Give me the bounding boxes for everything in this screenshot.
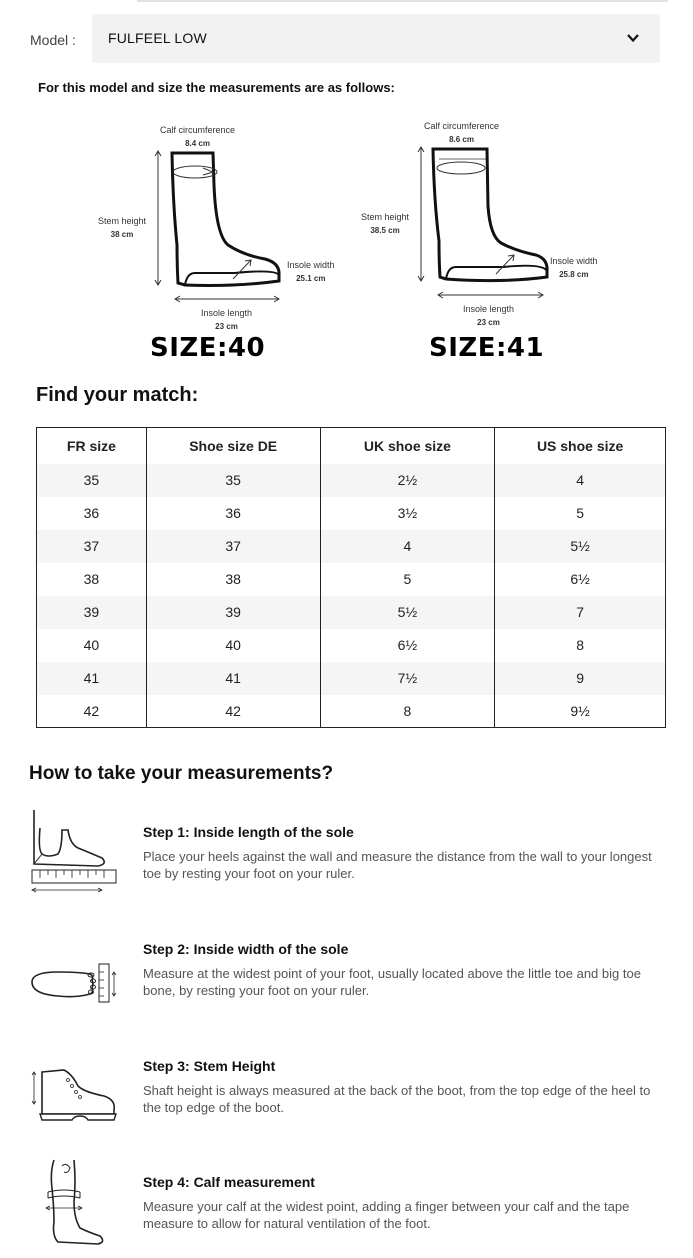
step-4-text: Measure your calf at the widest point, adding a finger between your calf and the tape measure to allow for natural ventilation of the foot. xyxy=(143,1199,630,1231)
table-header-row xyxy=(37,428,666,464)
column-header: Shoe size DE xyxy=(146,428,320,464)
step-2 xyxy=(0,925,693,1025)
boot-height-icon xyxy=(28,1054,120,1144)
foot-ruler-icon xyxy=(28,808,120,898)
model-select-value: FULFEEL LOW xyxy=(108,30,207,46)
top-divider xyxy=(137,0,668,2)
calf-circumference-label: Calf circumference 8.4 cm xyxy=(160,125,236,148)
table-row xyxy=(37,629,666,662)
table-cell: 40 xyxy=(37,629,147,662)
model-label: Model : xyxy=(30,32,76,48)
insole-length-label: Insole length 23 cm xyxy=(463,304,515,327)
column-header: UK shoe size xyxy=(320,428,495,464)
table-cell: 9 xyxy=(495,662,666,695)
step-1-title: Step 1: Inside length of the sole xyxy=(143,824,354,840)
table-cell: 5½ xyxy=(320,596,495,629)
table-cell: 36 xyxy=(37,497,147,530)
table-cell: 41 xyxy=(146,662,320,695)
table-cell: 35 xyxy=(37,464,147,497)
calf-circumference-label: Calf circumference 8.6 cm xyxy=(424,121,500,144)
table-cell: 7 xyxy=(495,596,666,629)
table-cell: 4 xyxy=(495,464,666,497)
table-cell: 42 xyxy=(37,695,147,728)
table-cell: 6½ xyxy=(320,629,495,662)
table-cell: 38 xyxy=(37,563,147,596)
stem-height-label: Stem height 38.5 cm xyxy=(361,212,410,235)
step-2-title: Step 2: Inside width of the sole xyxy=(143,941,349,957)
size-40-label: SIZE:40 xyxy=(150,333,266,363)
table-cell: 7½ xyxy=(320,662,495,695)
step-2-text: Measure at the widest point of your foot, usually located above the little toe and big toe bone, by resting your foot on your ruler. xyxy=(143,966,641,998)
table-cell: 39 xyxy=(146,596,320,629)
table-cell: 5 xyxy=(320,563,495,596)
size-41-label: SIZE:41 xyxy=(429,333,545,363)
insole-width-label: Insole width 25.8 cm xyxy=(550,256,598,279)
table-row xyxy=(37,662,666,695)
boot-figure-size-40 xyxy=(95,115,355,370)
table-row xyxy=(37,530,666,563)
table-cell: 38 xyxy=(146,563,320,596)
step-3-title: Step 3: Stem Height xyxy=(143,1058,276,1074)
table-cell: 8 xyxy=(320,695,495,728)
table-cell: 8 xyxy=(495,629,666,662)
table-cell: 41 xyxy=(37,662,147,695)
table-cell: 3½ xyxy=(320,497,495,530)
table-cell: 42 xyxy=(146,695,320,728)
model-select[interactable] xyxy=(92,14,660,63)
stem-height-label: Stem height 38 cm xyxy=(98,216,147,239)
table-row xyxy=(37,596,666,629)
table-cell: 2½ xyxy=(320,464,495,497)
table-row xyxy=(37,563,666,596)
model-selector-row xyxy=(0,14,693,64)
insole-length-label: Insole length 23 cm xyxy=(201,308,253,331)
boot-figure-size-41 xyxy=(358,111,618,366)
table-cell: 37 xyxy=(37,530,147,563)
step-3 xyxy=(0,1042,693,1142)
find-your-match-title: Find your match: xyxy=(36,384,199,406)
table-cell: 36 xyxy=(146,497,320,530)
table-row xyxy=(37,497,666,530)
table-cell: 40 xyxy=(146,629,320,662)
column-header: FR size xyxy=(37,428,147,464)
measurements-intro: For this model and size the measurements are as follows: xyxy=(38,80,395,95)
table-cell: 5½ xyxy=(495,530,666,563)
column-header: US shoe size xyxy=(495,428,666,464)
step-1-text: Place your heels against the wall and measure the distance from the wall to your longest toe by resting your foot on your ruler. xyxy=(143,849,652,881)
table-cell: 4 xyxy=(320,530,495,563)
size-conversion-table xyxy=(36,427,666,728)
table-cell: 9½ xyxy=(495,695,666,728)
foot-width-icon xyxy=(28,939,120,1029)
step-4 xyxy=(0,1158,693,1258)
how-to-measure-title: How to take your measurements? xyxy=(29,763,334,784)
table-cell: 37 xyxy=(146,530,320,563)
calf-tape-icon xyxy=(28,1158,120,1248)
table-row xyxy=(37,695,666,728)
table-cell: 39 xyxy=(37,596,147,629)
table-cell: 35 xyxy=(146,464,320,497)
table-cell: 5 xyxy=(495,497,666,530)
step-3-text: Shaft height is always measured at the back of the boot, from the top edge of the heel to the top edge of the boot. xyxy=(143,1083,651,1115)
step-4-title: Step 4: Calf measurement xyxy=(143,1174,315,1190)
step-1 xyxy=(0,808,693,908)
table-cell: 6½ xyxy=(495,563,666,596)
insole-width-label: Insole width 25.1 cm xyxy=(287,260,335,283)
table-row xyxy=(37,464,666,497)
chevron-down-icon xyxy=(626,31,640,45)
